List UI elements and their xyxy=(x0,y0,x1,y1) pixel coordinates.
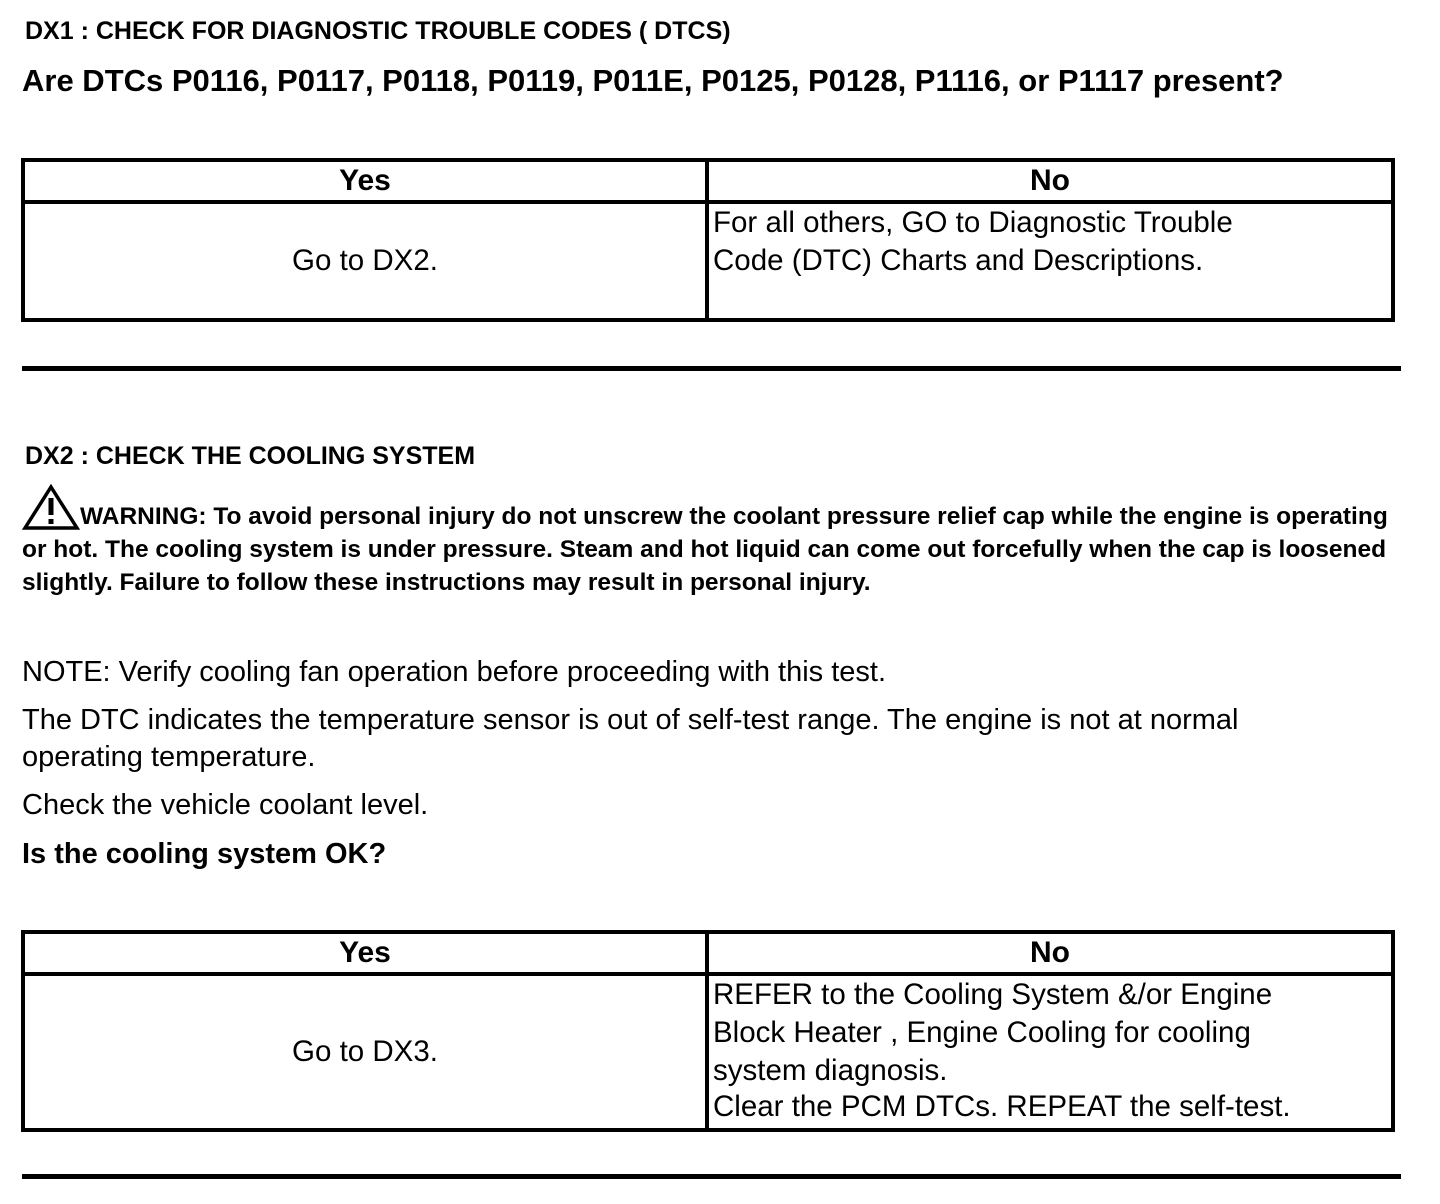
dx1-no-action xyxy=(707,202,1393,320)
dx1-heading: DX1 : CHECK FOR DIAGNOSTIC TROUBLE CODES ( DTCS) xyxy=(25,17,731,45)
dx2-question: Is the cooling system OK? xyxy=(22,838,387,870)
dx2-yes-header: Yes xyxy=(23,932,707,974)
section-divider xyxy=(22,366,1401,371)
dx2-no-action-line: system diagnosis. xyxy=(713,1054,948,1087)
dx2-no-action-line: Clear the PCM DTCs. REPEAT the self-test. xyxy=(713,1090,1291,1123)
dx1-yes-header: Yes xyxy=(23,160,707,202)
dx2-instruction: Check the vehicle coolant level. xyxy=(22,789,429,821)
dx2-yes-action: Go to DX3. xyxy=(23,974,707,1130)
dx1-no-header: No xyxy=(707,160,1393,202)
dx1-table-action-row xyxy=(23,202,1393,320)
dx2-heading: DX2 : CHECK THE COOLING SYSTEM xyxy=(25,442,476,470)
dx1-no-action-line: For all others, GO to Diagnostic Trouble xyxy=(713,206,1233,239)
dx2-no-action-line: Block Heater , Engine Cooling for cooling xyxy=(713,1016,1251,1049)
dx1-table-header-row xyxy=(23,160,1393,202)
dx2-table-header-row xyxy=(23,932,1393,974)
dx2-no-action xyxy=(707,974,1393,1130)
dx2-decision-table xyxy=(21,930,1395,1132)
dx2-note: NOTE: Verify cooling fan operation before proceeding with this test. xyxy=(22,656,887,688)
warning-triangle-icon xyxy=(22,484,80,530)
warning-label: WARNING xyxy=(80,503,199,530)
dx2-warning xyxy=(22,484,1392,599)
dx2-paragraph: The DTC indicates the temperature sensor is out of self-test range. The engine is not at normal operating temperature. xyxy=(22,704,1239,773)
dx2-table-action-row xyxy=(23,974,1393,1130)
dx2-no-header: No xyxy=(707,932,1393,974)
warning-text: : To avoid personal injury do not unscrew the coolant pressure relief cap while the engine is operating or hot. The cooling system is under pressure. Steam and hot liquid can come out forcefully when the cap is loosened slightly. Failure to follow these instructions may result in personal injury. xyxy=(22,503,1388,596)
dx2-no-action-line: REFER to the Cooling System &/or Engine xyxy=(713,978,1273,1011)
dx1-yes-action: Go to DX2. xyxy=(23,202,707,320)
section-divider xyxy=(22,1174,1401,1179)
dx1-no-action-line: Code (DTC) Charts and Descriptions. xyxy=(713,244,1204,277)
dx1-question: Are DTCs P0116, P0117, P0118, P0119, P011E, P0125, P0128, P1116, or P1117 present? xyxy=(22,63,1284,98)
dx1-decision-table xyxy=(21,158,1395,322)
